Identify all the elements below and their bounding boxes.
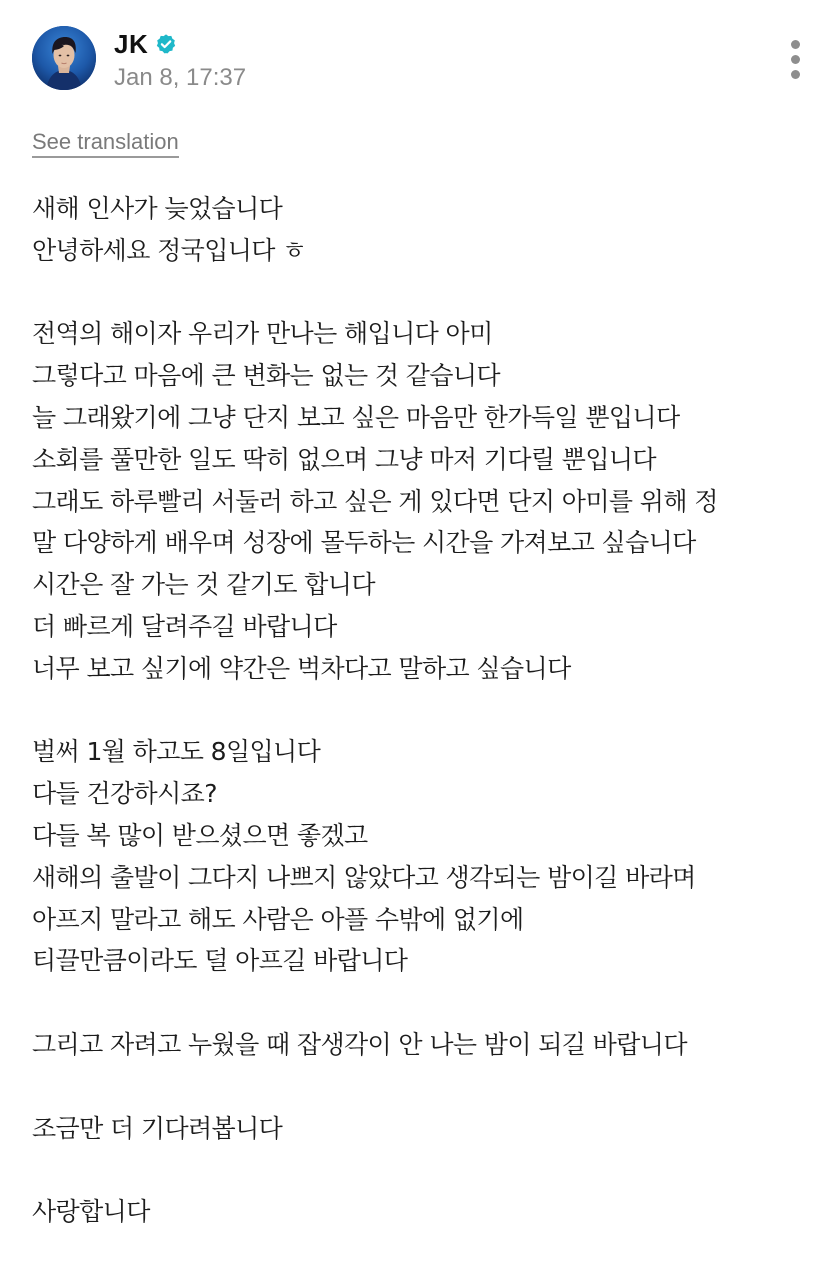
author-name[interactable]: JK	[114, 29, 149, 59]
author-line	[114, 30, 177, 58]
more-vertical-icon-dot	[791, 70, 800, 79]
post-body-line: 그리고 자려고 누웠을 때 잡생각이 안 나는 밤이 되길 바랍니다	[32, 1029, 687, 1059]
post-body-line: 안녕하세요 정국입니다 ㅎ	[32, 235, 306, 265]
post-timestamp: Jan 8, 17:37	[114, 64, 247, 91]
post-body-line: 소회를 풀만한 일도 딱히 없으며 그냥 마저 기다릴 뿐입니다	[32, 444, 656, 474]
post-body-line: 티끌만큼이라도 덜 아프길 바랍니다	[32, 946, 408, 976]
post-body-line: 아프지 말라고 해도 사람은 아플 수밖에 없기에	[32, 904, 524, 934]
post-body-line: 다들 복 많이 받으셨으면 좋겠고	[32, 820, 368, 850]
post-body-line: 새해 인사가 늦었습니다	[32, 194, 283, 223]
post-body-line: 그래도 하루빨리 서둘러 하고 싶은 게 있다면 단지 아미를 위해 정	[32, 486, 718, 516]
more-vertical-icon-dot	[791, 55, 800, 64]
post-body-line: 시간은 잘 가는 것 같기도 합니다	[32, 570, 375, 600]
verified-check-icon	[155, 33, 177, 55]
post-header	[32, 26, 802, 96]
blank-line	[32, 1149, 802, 1191]
more-vertical-icon	[791, 40, 800, 49]
post-body-line: 말 다양하게 배우며 성장에 몰두하는 시간을 가져보고 싶습니다	[32, 528, 696, 558]
post-body-line: 새해의 출발이 그다지 나쁘지 않았다고 생각되는 밤이길 바라며	[32, 862, 696, 892]
post-body-line: 사랑합니다	[32, 1197, 150, 1227]
post-body-line: 벌써 1월 하고도 8일입니다	[32, 737, 321, 767]
blank-line	[32, 982, 802, 1024]
post-body-line: 조금만 더 기다려봅니다	[32, 1113, 283, 1143]
post-body-line: 더 빠르게 달려주길 바랍니다	[32, 611, 337, 641]
more-options-button[interactable]	[790, 40, 802, 80]
blank-line	[32, 690, 802, 732]
post-body	[32, 188, 802, 1233]
blank-line	[32, 272, 802, 314]
avatar-photo-icon	[32, 26, 96, 90]
see-translation-link[interactable]: See translation	[32, 128, 179, 158]
author-avatar[interactable]	[32, 26, 96, 90]
post-body-line: 다들 건강하시죠?	[32, 779, 217, 809]
post-body-line: 그렇다고 마음에 큰 변화는 없는 것 같습니다	[32, 361, 500, 391]
post-body-line: 늘 그래왔기에 그냥 단지 보고 싶은 마음만 한가득일 뿐입니다	[32, 402, 680, 432]
post-body-line: 전역의 해이자 우리가 만나는 해입니다 아미	[32, 319, 493, 349]
post-body-line: 너무 보고 싶기에 약간은 벅차다고 말하고 싶습니다	[32, 653, 571, 683]
blank-line	[32, 1066, 802, 1108]
